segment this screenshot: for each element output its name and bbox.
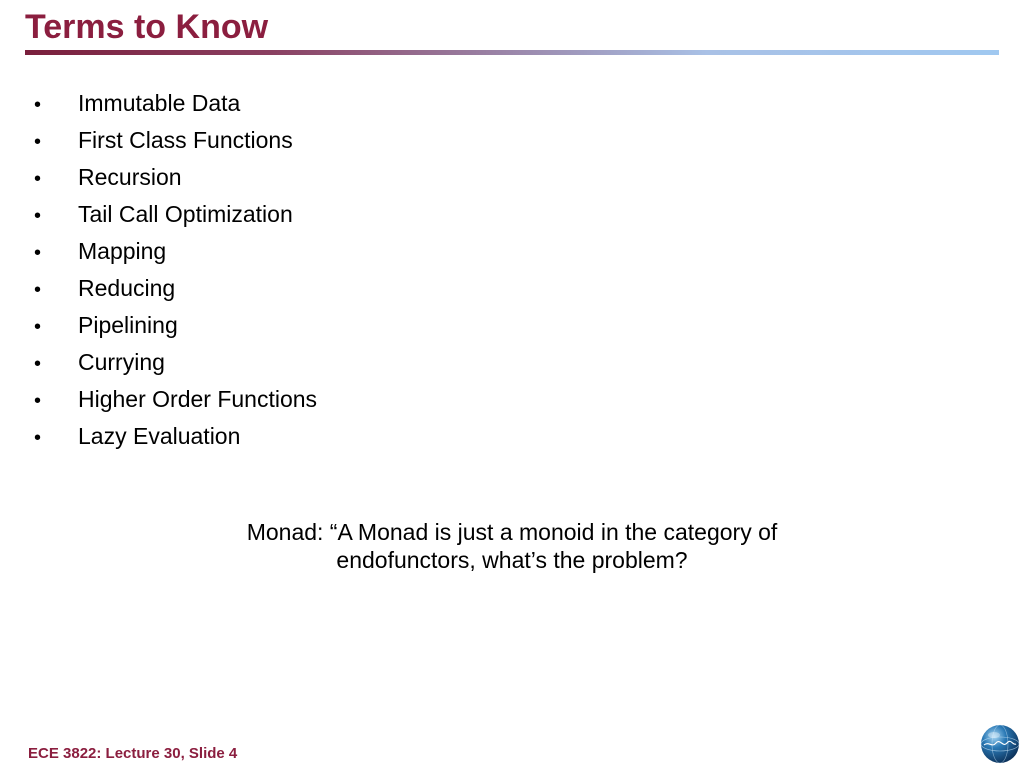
list-item — [30, 201, 317, 238]
bullet-text: Recursion — [78, 164, 182, 190]
slide-footer: ECE 3822: Lecture 30, Slide 4 — [28, 745, 238, 762]
bullet-marker: • — [34, 168, 42, 190]
list-item — [30, 423, 317, 460]
bullet-marker: • — [34, 353, 42, 375]
bullet-marker: • — [34, 427, 42, 449]
globe-logo-icon — [980, 724, 1020, 764]
bullet-text: Currying — [78, 349, 165, 375]
bullet-marker: • — [34, 205, 42, 227]
list-item — [30, 127, 317, 164]
bullet-text: Reducing — [78, 275, 176, 301]
bullet-marker: • — [34, 316, 42, 338]
bullet-marker: • — [34, 94, 42, 116]
title-divider — [25, 50, 999, 55]
bullet-marker: • — [34, 279, 42, 301]
list-item — [30, 349, 317, 386]
bullet-text: First Class Functions — [78, 127, 293, 153]
list-item — [30, 238, 317, 275]
list-item — [30, 275, 317, 312]
bullet-marker: • — [34, 242, 42, 264]
quote-line-2: endofunctors, what’s the problem? — [336, 547, 688, 573]
quote-line-1: Monad: “A Monad is just a monoid in the category of — [246, 519, 778, 545]
bullet-text: Lazy Evaluation — [78, 423, 241, 449]
monad-quote — [150, 518, 874, 574]
bullet-marker: • — [34, 131, 42, 153]
bullet-text: Pipelining — [78, 312, 178, 338]
list-item — [30, 312, 317, 349]
bullet-text: Mapping — [78, 238, 167, 264]
bullet-text: Higher Order Functions — [78, 386, 318, 412]
bullet-text: Immutable Data — [78, 90, 241, 116]
bullet-marker: • — [34, 390, 42, 412]
bullet-list — [30, 90, 317, 460]
bullet-text: Tail Call Optimization — [78, 201, 293, 227]
list-item — [30, 90, 317, 127]
list-item — [30, 386, 317, 423]
list-item — [30, 164, 317, 201]
slide-title: Terms to Know — [25, 8, 269, 46]
